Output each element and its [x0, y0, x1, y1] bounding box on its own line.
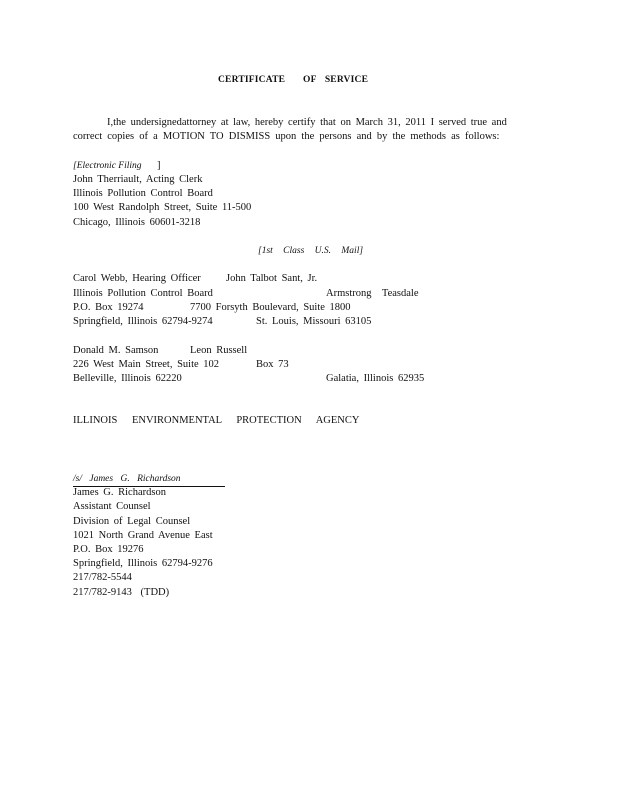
signer-box: P.O. Box 19276	[73, 544, 144, 555]
recipient-russell-name: Leon Russell	[190, 345, 248, 356]
title-certificate: CERTIFICATE	[218, 75, 286, 85]
signer-address: 1021 North Grand Avenue East	[73, 530, 213, 541]
signer-title: Assistant Counsel	[73, 501, 151, 512]
signer-tdd: 217/782-9143 (TDD)	[73, 587, 170, 598]
signer-city: Springfield, Illinois 62794-9276	[73, 558, 213, 569]
title-of-service: OF SERVICE	[303, 75, 369, 85]
recipient-samson-city: Belleville, Illinois 62220	[73, 373, 182, 384]
recipient-russell-city: Galatia, Illinois 62935	[326, 373, 425, 384]
recipient-sant-city: St. Louis, Missouri 63105	[256, 316, 372, 327]
recipient-sant-org: Armstrong Teasdale	[326, 288, 419, 299]
agency-name: ILLINOIS ENVIRONMENTAL PROTECTION AGENCY	[73, 415, 360, 426]
signer-name: James G. Richardson	[73, 487, 166, 498]
recipient-webb-city: Springfield, Illinois 62794-9274	[73, 316, 213, 327]
recipient-samson-address: 226 West Main Street, Suite 102	[73, 359, 220, 370]
clerk-city: Chicago, Illinois 60601-3218	[73, 217, 201, 228]
electronic-filing-bracket: ]	[157, 160, 161, 171]
clerk-org: Illinois Pollution Control Board	[73, 188, 213, 199]
recipient-webb-name: Carol Webb, Hearing Officer	[73, 273, 201, 284]
clerk-name: John Therriault, Acting Clerk	[73, 174, 203, 185]
recipient-samson-name: Donald M. Samson	[73, 345, 159, 356]
recipient-webb-org: Illinois Pollution Control Board	[73, 288, 213, 299]
certify-paragraph-line-2: correct copies of a MOTION TO DISMISS upon the persons and by the methods as follows:	[73, 131, 500, 142]
signature-line-text: /s/ James G. Richardson	[73, 474, 181, 484]
signer-phone: 217/782-5544	[73, 572, 132, 583]
mail-method-label: [1st Class U.S. Mail]	[258, 246, 364, 256]
signer-division: Division of Legal Counsel	[73, 516, 191, 527]
recipient-sant-name: John Talbot Sant, Jr.	[226, 273, 318, 284]
clerk-address: 100 West Randolph Street, Suite 11-500	[73, 202, 252, 213]
recipient-russell-box: Box 73	[256, 359, 289, 370]
recipient-webb-box: P.O. Box 19274	[73, 302, 144, 313]
electronic-filing-label: [Electronic Filing	[73, 161, 142, 171]
recipient-sant-address: 7700 Forsyth Boulevard, Suite 1800	[190, 302, 351, 313]
certify-paragraph-line-1: I,the undersignedattorney at law, hereby certify that on March 31, 2011 I served true and	[107, 117, 507, 128]
